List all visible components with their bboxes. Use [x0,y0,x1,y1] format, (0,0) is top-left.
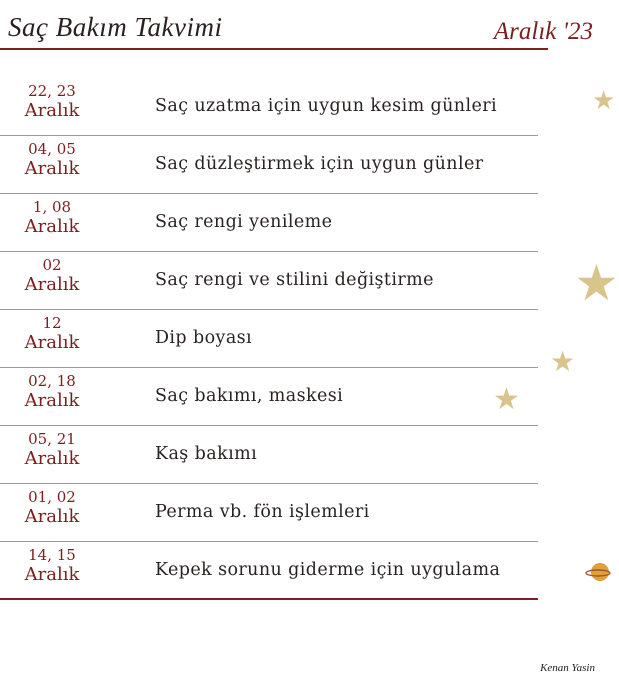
date-days: 02 [42,256,62,274]
date-days: 04, 05 [28,140,76,158]
calendar-table [0,78,538,600]
row-description: Dip boyası [155,327,253,348]
table-row [0,368,538,426]
date-month: Aralık [24,564,80,585]
row-description: Saç uzatma için uygun kesim günleri [155,95,497,116]
table-row [0,194,538,252]
row-description: Saç düzleştirmek için uygun günler [155,153,484,174]
star-icon: ★ [574,254,619,312]
date-days: 02, 18 [28,372,76,390]
date-month: Aralık [24,216,80,237]
date-month: Aralık [24,158,80,179]
table-row [0,136,538,194]
month-label: Aralık '23 [493,18,593,45]
date-month: Aralık [24,100,80,121]
row-description: Perma vb. fön işlemleri [155,501,370,522]
date-cell [8,197,96,237]
date-cell [8,81,96,121]
star-icon: ★ [550,345,576,378]
row-description: Saç rengi ve stilini değiştirme [155,269,434,290]
row-description: Saç rengi yenileme [155,211,333,232]
date-days: 14, 15 [28,546,76,564]
table-row [0,542,538,600]
row-description: Saç bakımı, maskesi [155,385,344,406]
table-row [0,78,538,136]
page-title: Saç Bakım Takvimi [8,12,223,42]
star-icon: ★ [592,86,616,116]
date-cell [8,545,96,585]
date-cell [8,313,96,353]
date-cell [8,371,96,411]
date-month: Aralık [24,506,80,527]
row-description: Kaş bakımı [155,443,258,464]
date-days: 01, 02 [28,488,76,506]
date-month: Aralık [24,448,80,469]
date-month: Aralık [24,332,80,353]
date-days: 22, 23 [28,82,76,100]
date-days: 1, 08 [32,198,72,216]
date-days: 12 [42,314,62,332]
row-description: Kepek sorunu giderme için uygulama [155,559,501,580]
header-divider [0,48,548,50]
date-month: Aralık [24,274,80,295]
date-cell [8,487,96,527]
date-month: Aralık [24,390,80,411]
star-icon: ★ [493,382,520,417]
date-cell [8,139,96,179]
table-row [0,484,538,542]
date-cell [8,255,96,295]
planet-icon [586,560,610,584]
table-row [0,310,538,368]
date-days: 05, 21 [28,430,76,448]
signature: Kenan Yasin [540,662,595,674]
date-cell [8,429,96,469]
table-row [0,426,538,484]
table-row [0,252,538,310]
